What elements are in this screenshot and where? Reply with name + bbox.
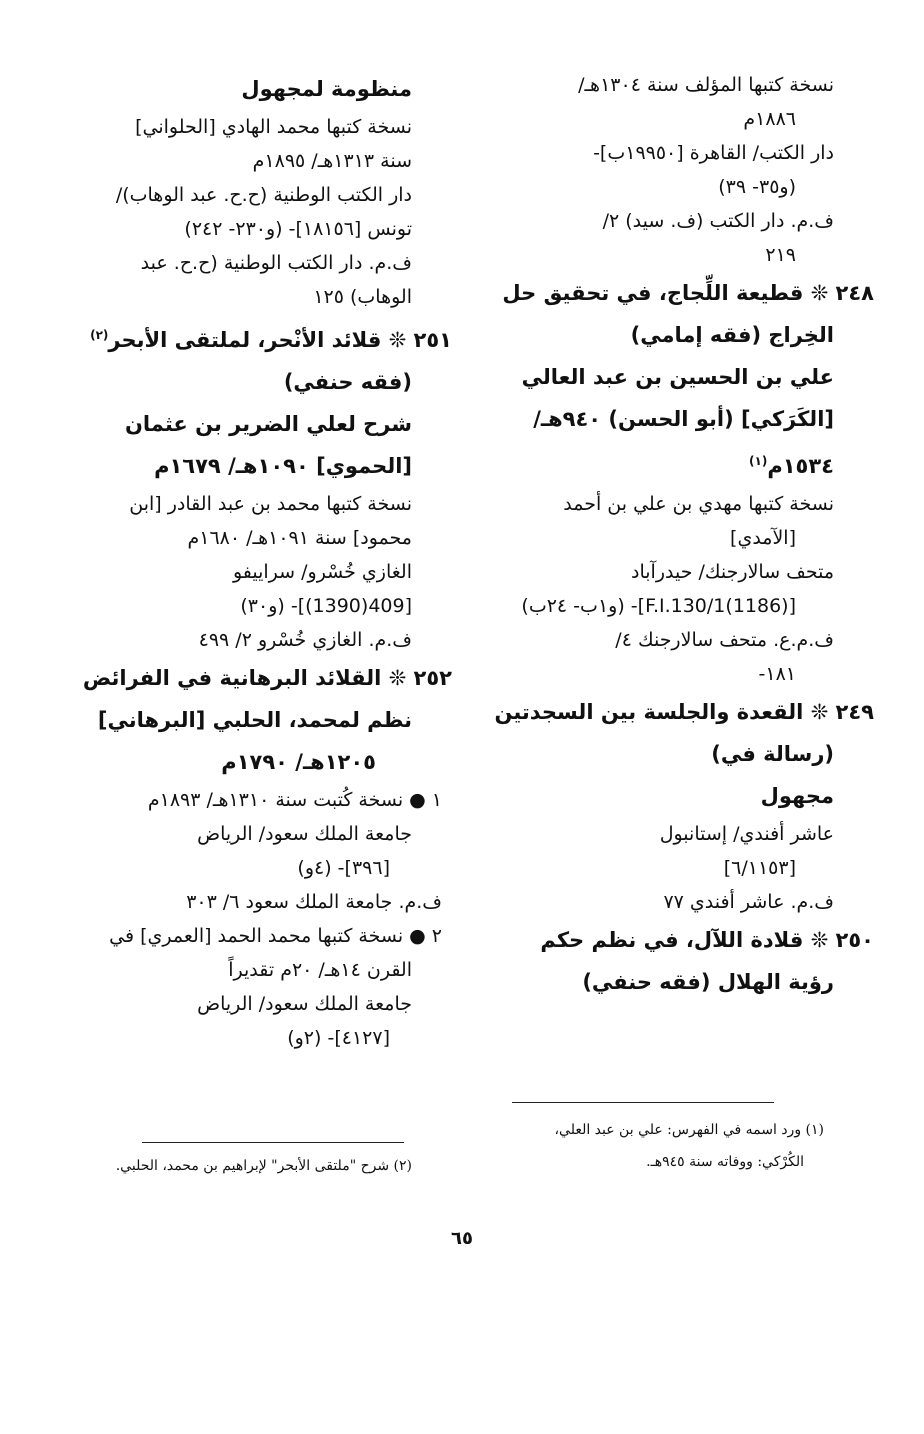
text-line: ف.م. دار الكتب (ف. سيد) ٢/: [602, 210, 834, 232]
text-line: [409(1390)]- (و٣٠): [240, 595, 412, 617]
text-line: [الآمدي]: [730, 527, 796, 549]
entry-248-author-cont: [الكَرَكي] (أبو الحسن) ٩٤٠هـ/: [533, 407, 834, 431]
footnote-ref-2[interactable]: (٢): [90, 328, 109, 342]
text-line: ف.م.ع. متحف سالارجنك ٤/: [615, 629, 834, 651]
entry-248-author: علي بن الحسين بن عبد العالي: [521, 365, 834, 389]
entry-248-subject: الخِراج (فقه إمامي): [630, 323, 834, 347]
text-line: [٣٩٦]- (٤و): [297, 857, 390, 879]
text-line: متحف سالارجنك/ حيدرآباد: [631, 561, 834, 583]
entry-249-title: ٢٤٩ ❊ القعدة والجلسة بين السجدتين: [494, 700, 874, 724]
text-line: جامعة الملك سعود/ الرياض: [197, 823, 412, 845]
text-line: ف.م. دار الكتب الوطنية (ح.ح. عبد: [140, 252, 412, 274]
footnote-rule-right: [512, 1102, 774, 1103]
text-line: نسخة كتبها محمد بن عبد القادر [ابن: [129, 493, 412, 515]
text-line: الغازي خُسْرو/ سراييفو: [232, 561, 412, 583]
entry-251-title: [90, 314, 452, 361]
copy-item-1: ١ ● نسخة كُتبت سنة ١٣١٠هـ/ ١٨٩٣م: [147, 789, 442, 811]
copy-item-2: ٢ ● نسخة كتبها محمد الحمد [العمري] في: [109, 925, 442, 947]
footnote-rule-left: [142, 1142, 404, 1143]
entry-248-title: ٢٤٨ ❊ قطيعة اللِّجاج، في تحقيق حل: [502, 281, 874, 305]
footnote-2: (٢) شرح "ملتقى الأبحر" لإبراهيم بن محمد، الحلبي.: [115, 1158, 412, 1174]
entry-252-title: ٢٥٢ ❊ القلائد البرهانية في الفرائض: [82, 666, 452, 690]
footnote-1-line-1: (١) ورد اسمه في الفهرس: علي بن عبد العلي،: [554, 1122, 824, 1138]
entry-249-subject: (رسالة في): [711, 742, 834, 766]
text-line: جامعة الملك سعود/ الرياض: [197, 993, 412, 1015]
text-line: ١٨٨٦م: [743, 108, 796, 130]
entry-250-title: ٢٥٠ ❊ قلادة اللآل، في نظم حكم: [540, 928, 874, 952]
entry-248-date: [484, 440, 834, 487]
footnote-ref-1[interactable]: (١): [749, 454, 768, 468]
entry-251-subject: (فقه حنفي): [283, 370, 412, 394]
entry-249-author: مجهول: [760, 784, 834, 808]
text-line: دار الكتب الوطنية (ح.ح. عبد الوهاب)/: [115, 184, 412, 206]
text-line: سنة ١٣١٣هـ/ ١٨٩٥م: [252, 150, 412, 172]
text-line: عاشر أفندي/ إستانبول: [659, 823, 834, 845]
entry-252-author: نظم لمحمد، الحلبي [البرهاني]: [97, 708, 412, 732]
text-line: نسخة كتبها محمد الهادي [الحلواني]: [135, 116, 412, 138]
right-column: [484, 68, 874, 1003]
left-column: [82, 68, 452, 1055]
page-number: ٦٥: [451, 1228, 473, 1249]
entry-251-author-cont: [الحموي] ١٠٩٠هـ/ ١٦٧٩م: [154, 454, 412, 478]
text-line: القرن ١٤هـ/ ٢٠م تقديراً: [228, 959, 412, 981]
entry-250-subject: رؤية الهلال (فقه حنفي): [582, 970, 834, 994]
text-line: ١٨١-: [758, 663, 796, 685]
entry-252-date: ١٢٠٥هـ/ ١٧٩٠م: [221, 750, 376, 774]
text-line: ف.م. جامعة الملك سعود ٦/ ٣٠٣: [186, 891, 442, 913]
entry-251-title-text: ٢٥١ ❊ قلائد الأنْحر، لملتقى الأبحر: [108, 328, 452, 352]
entry-251-author: شرح لعلي الضرير بن عثمان: [124, 412, 412, 436]
text-line: ٢١٩: [765, 244, 796, 266]
text-line: تونس [١٨١٥٦]- (و٢٣٠- ٢٤٢): [184, 218, 412, 240]
text-line: محمود] سنة ١٠٩١هـ/ ١٦٨٠م: [187, 527, 412, 549]
text-line: نسخة كتبها المؤلف سنة ١٣٠٤هـ/: [578, 74, 834, 96]
text-line: ف.م. عاشر أفندي ٧٧: [663, 891, 834, 913]
entry-248-date-text: ١٥٣٤م: [767, 454, 834, 478]
text-line: [(1186)F.I.130/1]- (و١ب- ٢٤ب): [521, 595, 796, 617]
text-line: دار الكتب/ القاهرة [١٩٩٥٠ب]-: [593, 142, 834, 164]
text-line: [٤١٢٧]- (٢و): [287, 1027, 390, 1049]
text-line: ف.م. الغازي خُسْرو ٢/ ٤٩٩: [198, 629, 412, 651]
text-line: (و٣٥- ٣٩): [718, 176, 796, 198]
footnote-1-line-2: الكُرْكي: ووفاته سنة ٩٤٥هـ.: [646, 1154, 804, 1170]
entry-250-author: منظومة لمجهول: [241, 77, 412, 101]
text-line: [٦/١١٥٣]: [723, 857, 796, 879]
text-line: نسخة كتبها مهدي بن علي بن أحمد: [563, 493, 834, 515]
text-line: الوهاب) ١٢٥: [313, 286, 412, 308]
